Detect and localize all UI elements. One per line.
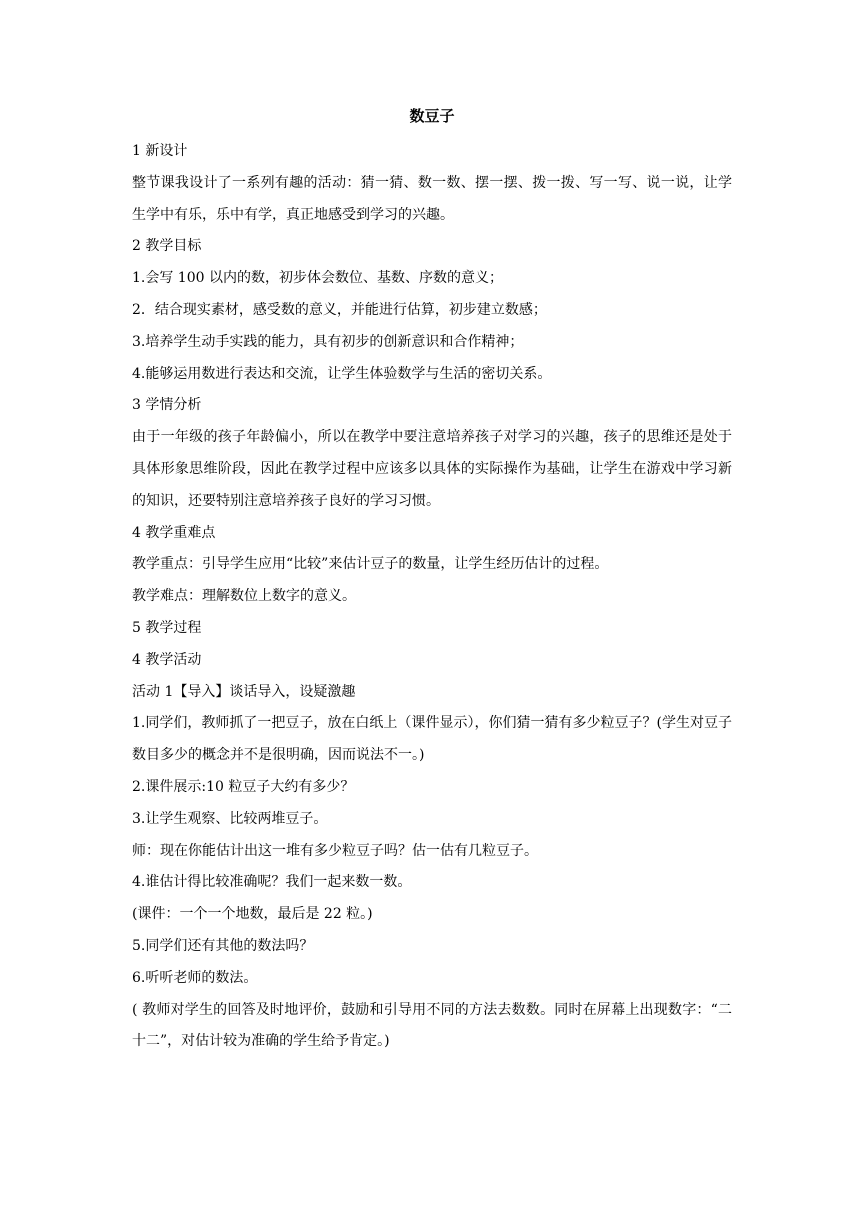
text-line: 3.让学生观察、比较两堆豆子。 bbox=[132, 810, 328, 827]
text-line: 教学难点：理解数位上数字的意义。 bbox=[132, 588, 356, 605]
text-line: 4.能够运用数进行表达和交流，让学生体验数学与生活的密切关系。 bbox=[132, 365, 552, 382]
text-line: 5 教学过程 bbox=[132, 619, 202, 636]
text-line: 1.会写 100 以内的数，初步体会数位、基数、序数的意义； bbox=[132, 270, 503, 287]
text-line: 5.同学们还有其他的数法吗？ bbox=[132, 937, 314, 954]
text-line: 2．结合现实素材，感受数的意义，并能进行估算，初步建立数感； bbox=[132, 301, 547, 318]
text-line: 教学重点：引导学生应用“比较”来估计豆子的数量，让学生经历估计的过程。 bbox=[132, 556, 609, 573]
text-line: 3.培养学生动手实践的能力，具有初步的创新意识和合作精神； bbox=[132, 333, 524, 350]
document-body bbox=[132, 136, 732, 1058]
text-line: 1 新设计 bbox=[132, 143, 188, 159]
text-line: 师：现在你能估计出这一堆有多少粒豆子吗？估一估有几粒豆子。 bbox=[132, 842, 538, 859]
text-line: 活动 1【导入】谈话导入，设疑激趣 bbox=[132, 683, 356, 700]
text-line: 4 教学活动 bbox=[132, 651, 202, 668]
text-line: 3 学情分析 bbox=[132, 397, 202, 414]
text-line: 2 教学目标 bbox=[132, 238, 202, 255]
text-line: 6.听听老师的数法。 bbox=[132, 969, 258, 986]
document-title: 数豆子 bbox=[409, 107, 455, 125]
text-line: 2.课件展示:10 粒豆子大约有多少？ bbox=[132, 778, 355, 795]
paragraph: ( 教师对学生的回答及时地评价，鼓励和引导用不同的方法去数数。同时在屏幕上出现数字：“二十二”，对估计较为准确的学生给予肯定。) bbox=[132, 1001, 732, 1050]
text-line: 4.谁估计得比较准确呢？我们一起来数一数。 bbox=[132, 874, 412, 891]
text-line: (课件：一个一个地数，最后是 22 粒。) bbox=[132, 906, 373, 923]
text-line: 4 教学重难点 bbox=[132, 524, 216, 541]
paragraph: 由于一年级的孩子年龄偏小，所以在教学中要注意培养孩子对学习的兴趣，孩子的思维还是处于具体形象思维阶段，因此在教学过程中应该多以具体的实际操作为基础，让学生在游戏中学习新的知识，还要特别注意培养孩子良好的学习习惯。 bbox=[132, 429, 732, 509]
document-page bbox=[132, 106, 732, 1058]
paragraph: 1.同学们，教师抓了一把豆子，放在白纸上（课件显示），你们猜一猜有多少粒豆子？(学生对豆子数目多少的概念并不是很明确，因而说法不一。) bbox=[132, 715, 732, 764]
paragraph: 整节课我设计了一系列有趣的活动：猜一猜、数一数、摆一摆、拨一拨、写一写、说一说，让学生学中有乐，乐中有学，真正地感受到学习的兴趣。 bbox=[132, 174, 732, 223]
